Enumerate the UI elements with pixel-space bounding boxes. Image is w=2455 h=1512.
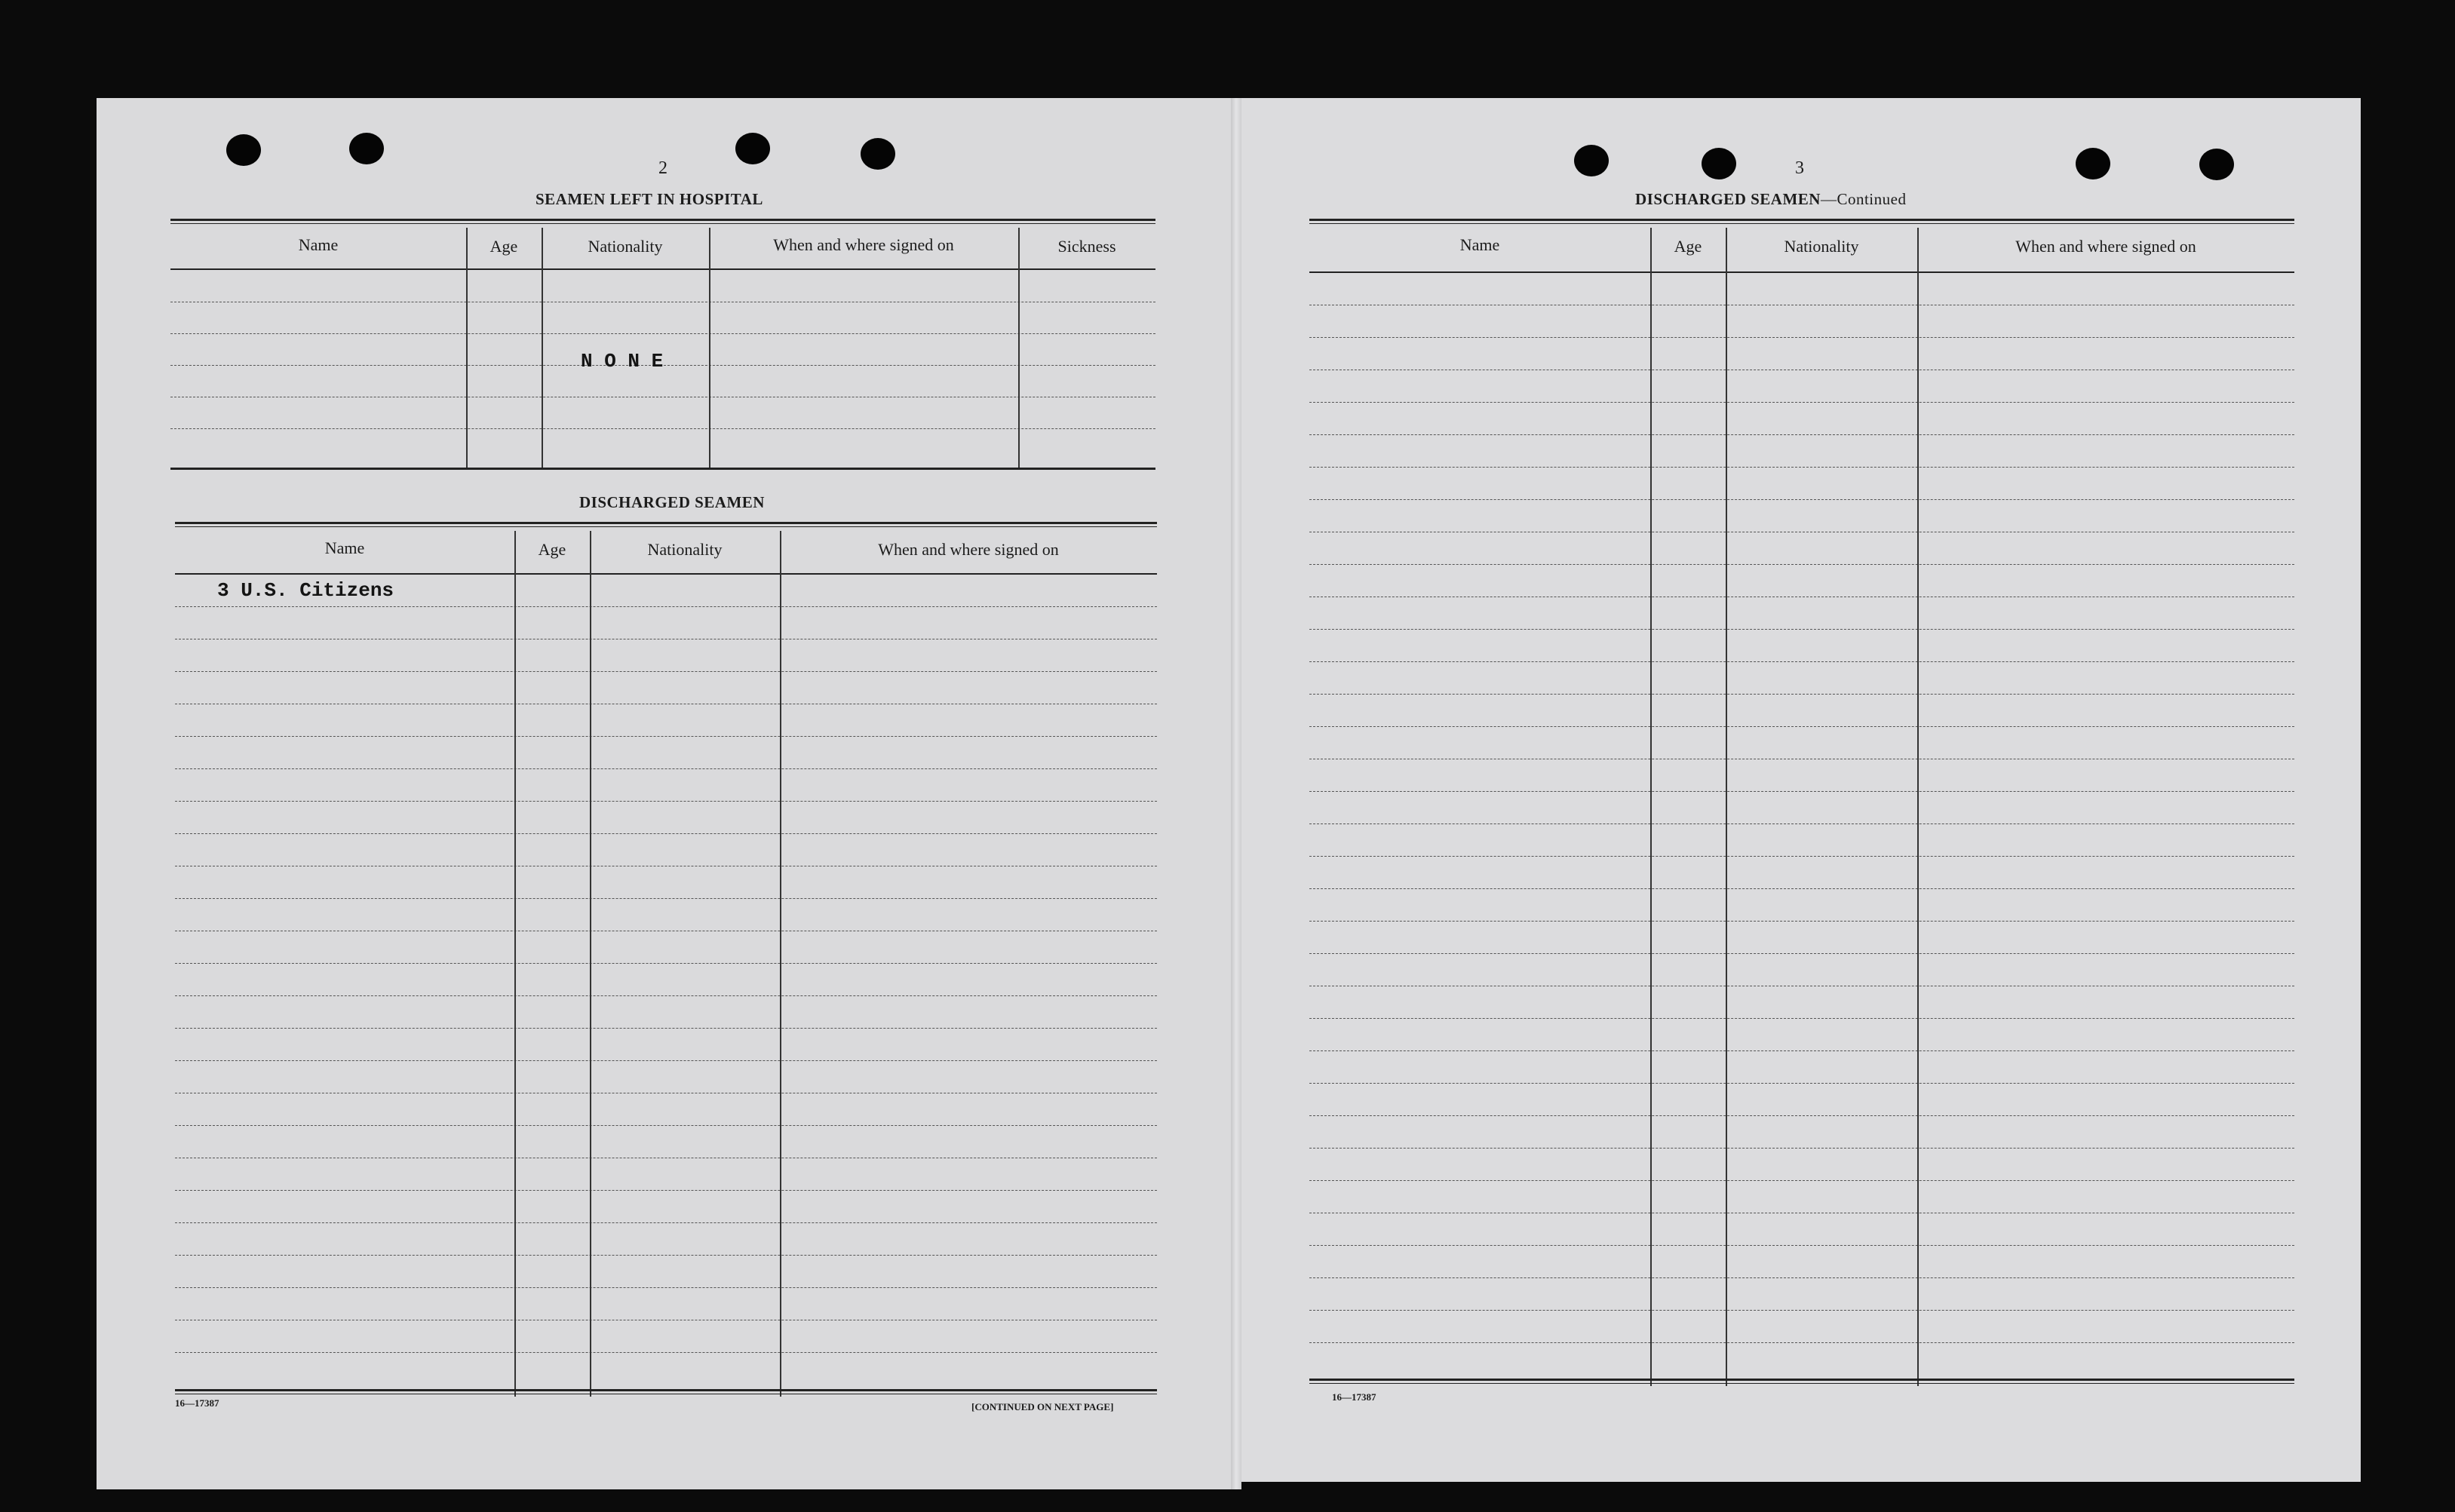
table-row [1309, 791, 2294, 792]
column-header-nationality: Nationality [647, 540, 723, 559]
column-divider [1726, 228, 1727, 1386]
page-number: 3 [1795, 158, 1804, 178]
table-row [175, 801, 1157, 802]
table-row [1309, 1148, 2294, 1149]
table-row [1309, 1277, 2294, 1278]
table-row [175, 1352, 1157, 1353]
table-row [1309, 1050, 2294, 1051]
column-divider [709, 228, 710, 468]
table-row [175, 1028, 1157, 1029]
table-row [175, 1255, 1157, 1256]
table-rule [1309, 1379, 2294, 1381]
column-header-sickness: Sickness [1057, 237, 1116, 256]
column-header-nationality: Nationality [1784, 237, 1859, 256]
table-row [1309, 402, 2294, 403]
header-rule [170, 268, 1155, 270]
table-row [1309, 823, 2294, 824]
table-row [175, 606, 1157, 607]
punch-hole [2076, 148, 2110, 179]
punch-hole [1702, 148, 1736, 179]
column-divider [466, 228, 468, 468]
table-row [1309, 499, 2294, 500]
table-row [1309, 467, 2294, 468]
header-rule [175, 573, 1157, 575]
hospital-section-title: SEAMEN LEFT IN HOSPITAL [535, 190, 763, 208]
right-page-title-main: DISCHARGED SEAMEN [1635, 190, 1821, 208]
table-row [1309, 888, 2294, 889]
table-rule [1309, 219, 2294, 221]
table-row [1309, 337, 2294, 338]
punch-hole [1574, 145, 1609, 176]
table-rule [175, 522, 1157, 524]
table-row [1309, 856, 2294, 857]
column-divider [1650, 228, 1652, 1386]
table-row [175, 671, 1157, 672]
right-page-title [1635, 190, 1906, 209]
punch-hole [861, 138, 895, 170]
table-row [175, 736, 1157, 737]
column-header-nationality: Nationality [588, 237, 663, 256]
table-row [175, 768, 1157, 769]
table-row [170, 333, 1155, 334]
table-row [175, 1060, 1157, 1061]
column-divider [590, 531, 591, 1397]
column-header-signed-on: When and where signed on [773, 235, 954, 254]
table-row [1309, 726, 2294, 727]
table-row [170, 428, 1155, 429]
table-rule [170, 223, 1155, 224]
table-row [1309, 661, 2294, 662]
column-header-age: Age [538, 540, 566, 559]
punch-hole [735, 133, 770, 164]
column-divider [514, 531, 516, 1397]
column-divider [780, 531, 781, 1397]
table-row [1309, 694, 2294, 695]
discharged-entry: 3 U.S. Citizens [217, 579, 394, 602]
continued-note: [CONTINUED ON NEXT PAGE] [971, 1401, 1114, 1412]
discharged-section-title: DISCHARGED SEAMEN [579, 493, 765, 511]
table-row [1309, 1245, 2294, 1246]
column-header-age: Age [489, 237, 518, 256]
column-header-name: Name [298, 235, 339, 254]
table-row [1309, 434, 2294, 435]
column-divider [1018, 228, 1020, 468]
table-rule [1309, 1383, 2294, 1384]
table-row [175, 833, 1157, 834]
punch-hole [349, 133, 384, 164]
column-divider [1917, 228, 1919, 1386]
table-row [175, 1287, 1157, 1288]
column-header-age: Age [1674, 237, 1702, 256]
table-row [175, 1125, 1157, 1126]
table-row [175, 963, 1157, 964]
table-row [1309, 1180, 2294, 1181]
table-rule [170, 219, 1155, 221]
table-row [175, 995, 1157, 996]
table-rule [170, 468, 1155, 470]
column-header-signed-on: When and where signed on [878, 540, 1059, 559]
punch-hole [226, 134, 261, 166]
page-fold [1231, 98, 1241, 1489]
table-rule [175, 1389, 1157, 1391]
hospital-table [170, 219, 1155, 475]
table-row [175, 1190, 1157, 1191]
table-row [1309, 1310, 2294, 1311]
table-rule [175, 526, 1157, 527]
table-row [1309, 629, 2294, 630]
page-number: 2 [658, 158, 667, 178]
table-row [1309, 1115, 2294, 1116]
column-header-name: Name [1459, 235, 1500, 254]
column-header-signed-on: When and where signed on [2015, 237, 2196, 256]
punch-hole [2199, 149, 2234, 180]
header-rule [1309, 271, 2294, 273]
table-row [1309, 1018, 2294, 1019]
table-row [1309, 564, 2294, 565]
table-row [175, 1222, 1157, 1223]
table-row [1309, 953, 2294, 954]
form-number: 16—17387 [1332, 1391, 1376, 1403]
column-divider [542, 228, 543, 468]
hospital-entry: N O N E [581, 350, 664, 373]
right-page-title-suffix: —Continued [1820, 190, 1907, 208]
table-row [1309, 1342, 2294, 1343]
discharged-continued-table [1309, 219, 2294, 1388]
table-row [1309, 1083, 2294, 1084]
column-header-name: Name [324, 538, 365, 557]
discharged-table [175, 522, 1157, 1397]
form-number: 16—17387 [175, 1397, 219, 1409]
table-row [1309, 921, 2294, 922]
table-rule [1309, 223, 2294, 224]
table-row [175, 898, 1157, 899]
